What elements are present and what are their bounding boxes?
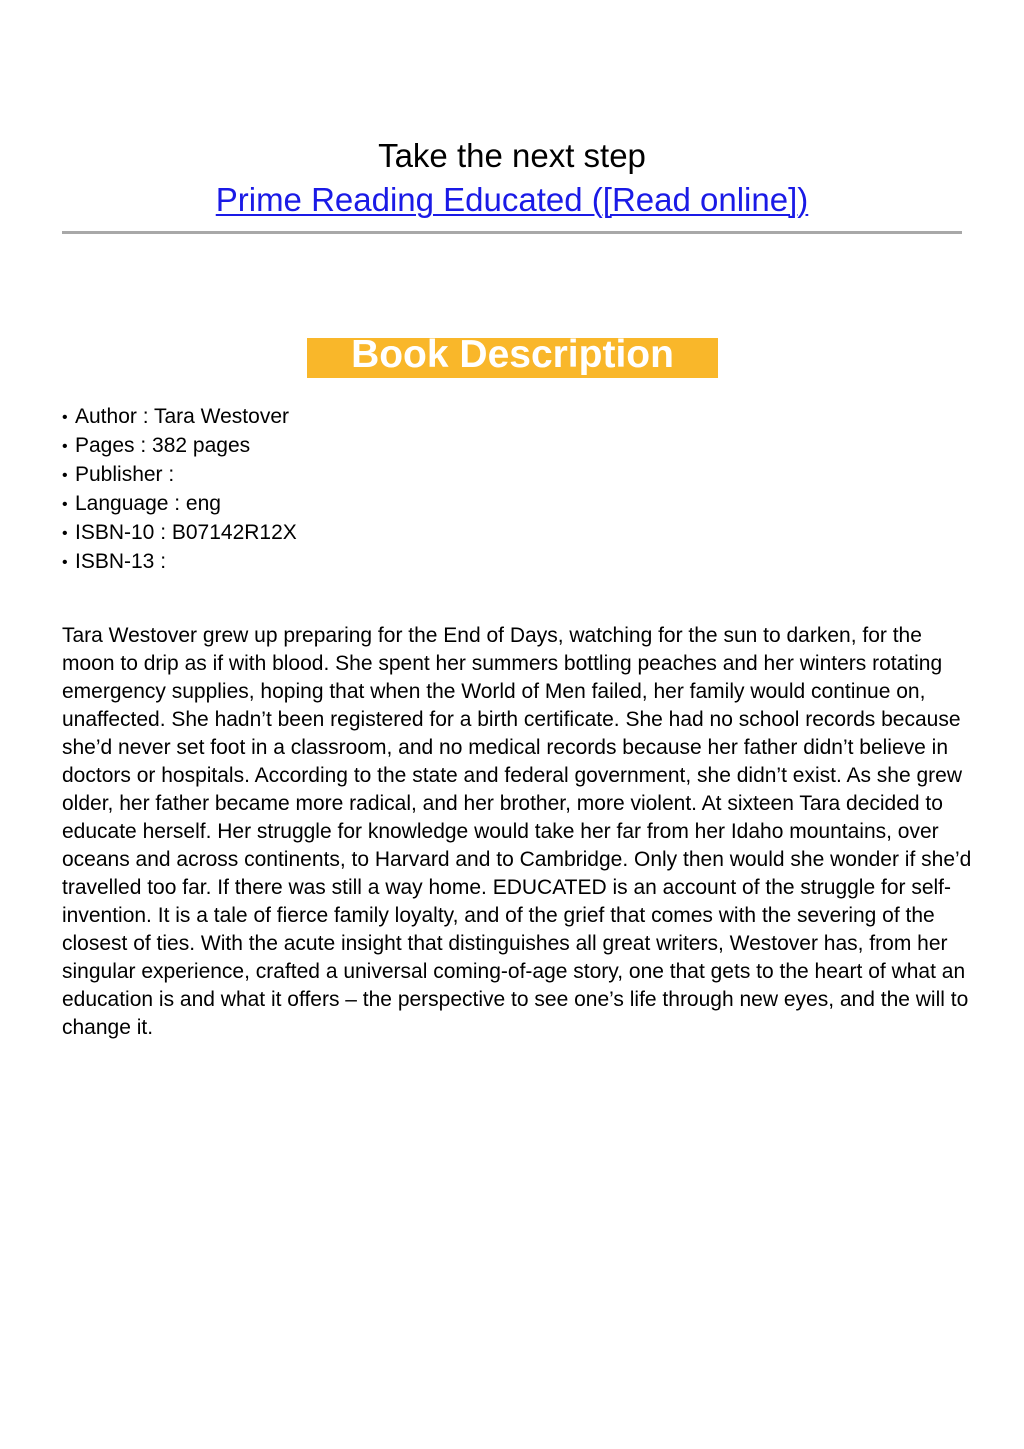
book-description-heading: Book Description — [307, 338, 718, 378]
detail-language — [62, 490, 297, 519]
detail-isbn-13 — [62, 548, 297, 577]
detail-text: ISBN-10 : B07142R12X — [75, 521, 297, 544]
bullet-icon: • — [62, 525, 68, 542]
bullet-icon: • — [62, 467, 68, 484]
detail-text: Author : Tara Westover — [75, 405, 289, 428]
detail-author — [62, 403, 297, 432]
bullet-icon: • — [62, 496, 68, 513]
detail-isbn-10 — [62, 519, 297, 548]
bullet-icon: • — [62, 409, 68, 426]
detail-text: Publisher : — [75, 463, 175, 486]
detail-text: Pages : 382 pages — [75, 434, 251, 457]
book-description-text: Tara Westover grew up preparing for the End of Days, watching for the sun to darken, for the moon to drip as if with blood. She spent her summers bottling peaches and her winters rotating emergency supplies, hoping that when the World of Men failed, her family would continue on, unaffected. She hadn’t been registered for a birth certificate. She had no school records because she’d never set foot in a classroom, and no medical records because her father didn’t believe in doctors or hospitals. According to the state and federal government, she didn’t exist. As she grew older, her father became more radical, and her brother, more violent. At sixteen Tara decided to educate herself. Her struggle for knowledge would take her far from her Idaho mountains, over oceans and across continents, to Harvard and to Cambridge. Only then would she wonder if she’d travelled too far. If there was still a way home. EDUCATED is an account of the struggle for self-invention. It is a tale of fierce family loyalty, and of the grief that comes with the severing of the closest of ties. With the acute insight that distinguishes all great writers, Westover has, from her singular experience, crafted a universal coming-of-age story, one that gets to the heart of what an education is and what it offers – the perspective to see one’s life through new eyes, and the will to change it. — [62, 624, 972, 1039]
detail-text: Language : eng — [75, 492, 221, 515]
step-heading: Take the next step — [378, 137, 646, 174]
bullet-icon: • — [62, 554, 68, 571]
detail-pages — [62, 432, 297, 461]
divider — [62, 231, 962, 234]
read-online-link[interactable]: Prime Reading Educated ([Read online]) — [215, 181, 809, 218]
detail-text: ISBN-13 : — [75, 550, 167, 573]
header — [62, 134, 962, 222]
detail-publisher — [62, 461, 297, 490]
book-details-list — [62, 403, 297, 577]
bullet-icon: • — [62, 438, 68, 455]
